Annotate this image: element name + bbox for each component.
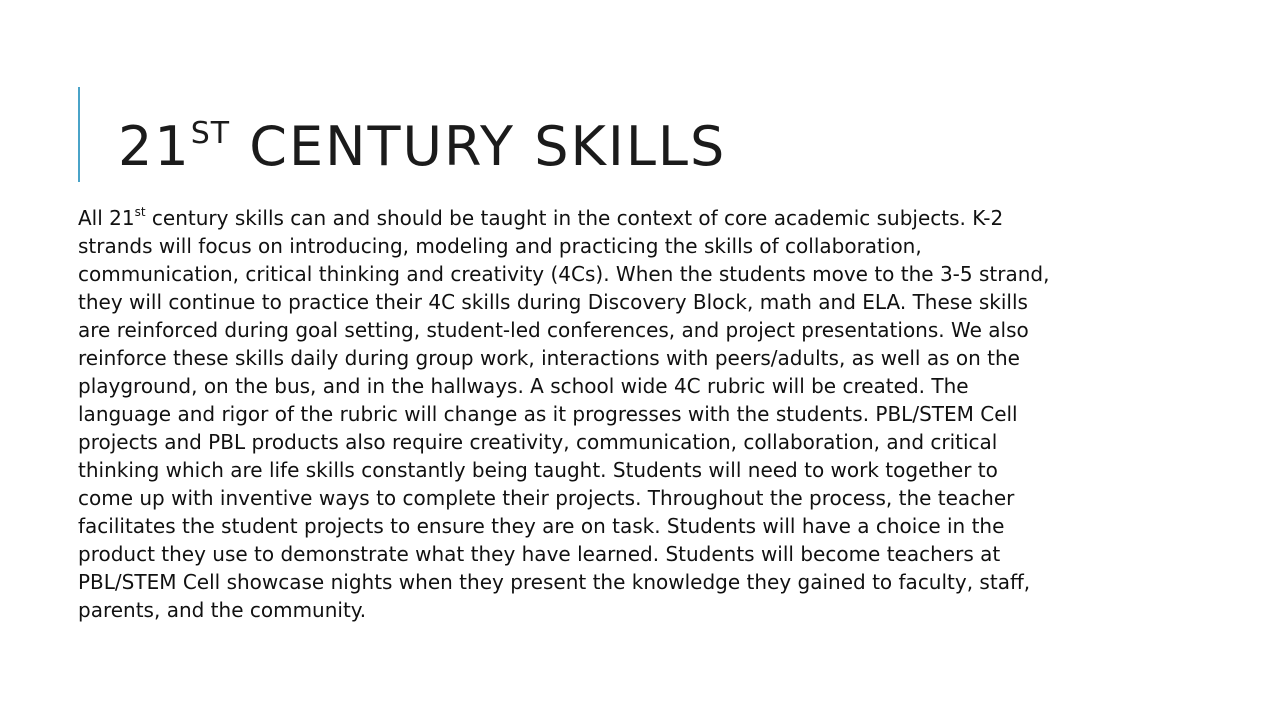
body-line: parents, and the community. (78, 598, 367, 622)
body-line-suffix: century skills can and should be taught in the context of core academic subjects. K-2 (145, 206, 1004, 230)
body-superscript: st (134, 205, 146, 219)
body-line: product they use to demonstrate what they have learned. Students will become teachers at (78, 542, 1001, 566)
body-line: projects and PBL products also require creativity, communication, collaboration, and critical (78, 430, 998, 454)
slide-body-text (78, 198, 1208, 624)
body-line (78, 198, 1208, 232)
body-line: are reinforced during goal setting, student-led conferences, and project presentations. We also (78, 318, 1029, 342)
title-superscript: ST (190, 116, 231, 151)
body-line: come up with inventive ways to complete their projects. Throughout the process, the teacher (78, 486, 1015, 510)
title-accent-bar (78, 87, 80, 182)
body-line: language and rigor of the rubric will change as it progresses with the students. PBL/STEM Cell (78, 402, 1018, 426)
title-suffix: CENTURY SKILLS (230, 115, 727, 178)
body-line: reinforce these skills daily during group work, interactions with peers/adults, as well as on the (78, 346, 1020, 370)
body-line: they will continue to practice their 4C skills during Discovery Block, math and ELA. These skills (78, 290, 1028, 314)
body-line: strands will focus on introducing, modeling and practicing the skills of collaboration, (78, 234, 922, 258)
body-line-prefix: All 21 (78, 206, 135, 230)
body-line: playground, on the bus, and in the hallways. A school wide 4C rubric will be created. The (78, 374, 969, 398)
body-line: thinking which are life skills constantly being taught. Students will need to work together to (78, 458, 998, 482)
slide-title (118, 98, 726, 183)
body-line: communication, critical thinking and creativity (4Cs). When the students move to the 3-5 strand, (78, 262, 1050, 286)
body-line: PBL/STEM Cell showcase nights when they present the knowledge they gained to faculty, staff, (78, 570, 1031, 594)
title-prefix: 21 (118, 115, 191, 178)
body-line: facilitates the student projects to ensure they are on task. Students will have a choice in the (78, 514, 1005, 538)
